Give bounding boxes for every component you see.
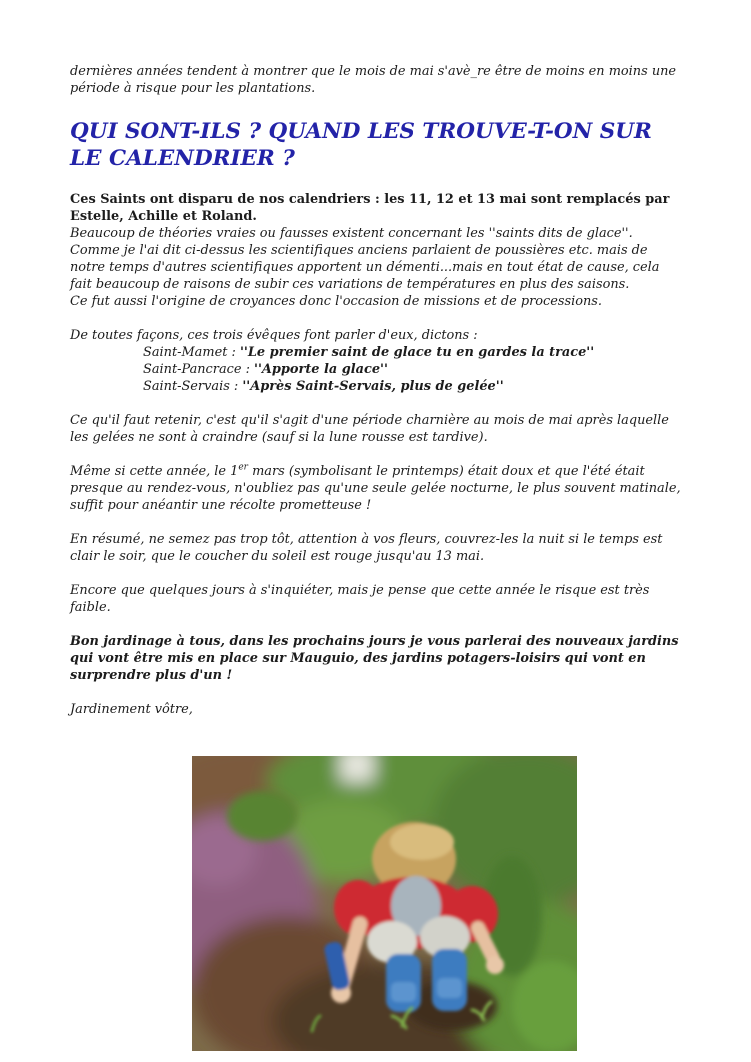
meme-si-text-suite: mars (symbolisant le printemps) était doux et que l'été était presque au rendez-vous, n'oubliez pas qu'une seule gelée nocturne, le plus souvent matinale, suffit pour anéantir une récolte prometteuse ! — [70, 464, 681, 513]
dicton-saint-name: Saint-Mamet : — [143, 345, 240, 360]
dicton-quote: ''Après Saint-Servais, plus de gelée'' — [242, 379, 504, 394]
paragraph-dictons-intro: De toutes façons, ces trois évêques font parler d'eux, dictons : — [70, 328, 478, 343]
dicton-quote: ''Apporte la glace'' — [254, 362, 388, 377]
dicton-saint-mamet — [70, 344, 684, 361]
paragraph-encore: Encore que quelques jours à s'inquiéter, mais je pense que cette année le risque est très faible. — [70, 583, 650, 615]
dicton-quote: ''Le premier saint de glace tu en gardes la trace'' — [239, 345, 595, 360]
paragraph-intro: dernières années tendent à montrer que le mois de mai s'avè_re être de moins en moins une période à risque pour les plantations. — [70, 64, 677, 96]
paragraph-saints-disparus: Ces Saints ont disparu de nos calendriers : les 11, 12 et 13 mai sont remplacés par Estelle, Achille et Roland. — [70, 192, 670, 224]
ordinal-superscript: er — [238, 462, 248, 473]
paragraph-bon-jardinage: Bon jardinage à tous, dans les prochains jours je vous parlerai des nouveaux jardins qui vont être mis en place sur Mauguio, des jardins potagers-loisirs qui vont en surprendre plus d'un ! — [70, 634, 679, 683]
dicton-saint-servais — [70, 378, 684, 395]
document-content — [70, 63, 684, 1051]
paragraph-resume: En résumé, ne semez pas trop tôt, attention à vos fleurs, couvrez-les la nuit si le temps est clair le soir, que le coucher du soleil est rouge jusqu'au 13 mai. — [70, 532, 663, 564]
dicton-saint-name: Saint-Pancrace : — [143, 362, 255, 377]
dicton-saint-name: Saint-Servais : — [143, 379, 243, 394]
paragraph-meme-si — [70, 463, 684, 514]
paragraph-signature: Jardinement vôtre, — [70, 702, 193, 717]
meme-si-text: Même si cette année, le 1 — [70, 464, 239, 479]
paragraph-theories: Beaucoup de théories vraies ou fausses existent concernant les ''saints dits de glace''. Comme je l'ai dit ci-dessus les scientifiques anciens parlaient de poussières etc. mais de notre temps d'autres scientifiques apportent un démenti...mais en tout état de cause, cela fait beaucoup de raisons de subir ces variations de températures en plus des saisons. — [70, 226, 660, 292]
child-hand — [486, 956, 504, 974]
paragraph-croyances: Ce fut aussi l'origine de croyances donc l'occasion de missions et de processions. — [70, 294, 603, 309]
section-heading: QUI SONT-ILS ? QUAND LES TROUVE-T-ON SUR LE CALENDRIER ? — [70, 119, 652, 171]
child-gardening-photo — [192, 756, 577, 1051]
dicton-saint-pancrace — [70, 361, 684, 378]
paragraph-retenir: Ce qu'il faut retenir, c'est qu'il s'agit d'une période charnière au mois de mai après laquelle les gelées ne sont à craindre (sauf si la lune rousse est tardive). — [70, 413, 669, 445]
